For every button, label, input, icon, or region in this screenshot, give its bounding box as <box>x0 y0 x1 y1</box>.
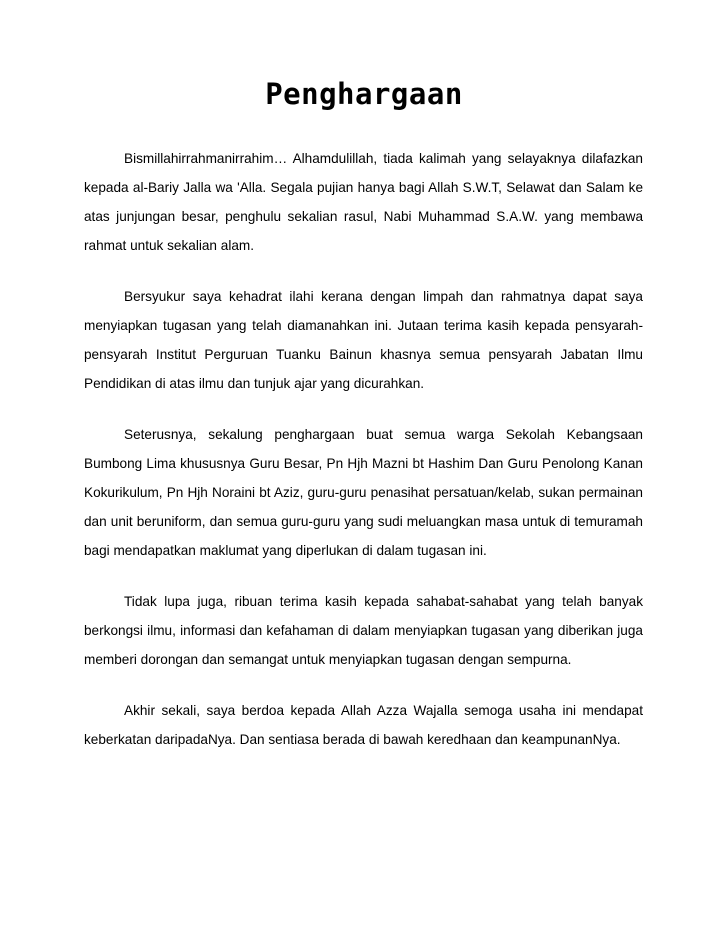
document-body <box>84 144 643 776</box>
paragraph-opening: Bismillahirrahmanirrahim… Alhamdulillah, tiada kalimah yang selayaknya dilafazkan kepada al-Bariy Jalla wa 'Alla. Segala pujian hanya bagi Allah S.W.T, Selawat dan Salam ke atas junjungan besar, penghulu sekalian rasul, Nabi Muhammad S.A.W. yang membawa rahmat untuk sekalian alam. <box>84 151 643 253</box>
page-title: Penghargaan <box>265 77 463 111</box>
paragraph-closing: Akhir sekali, saya berdoa kepada Allah Azza Wajalla semoga usaha ini mendapat keberkatan daripadaNya. Dan sentiasa berada di bawah keredhaan dan keampunanNya. <box>84 703 643 747</box>
paragraph-gratitude-friends: Tidak lupa juga, ribuan terima kasih kepada sahabat-sahabat yang telah banyak berkongsi ilmu, informasi dan kefahaman di dalam menyiapkan tugasan yang diberikan juga memberi dorongan dan semangat untuk menyiapkan tugasan dengan sempurna. <box>84 594 643 667</box>
paragraph-gratitude-school: Seterusnya, sekalung penghargaan buat semua warga Sekolah Kebangsaan Bumbong Lima khususnya Guru Besar, Pn Hjh Mazni bt Hashim Dan Guru Penolong Kanan Kokurikulum, Pn Hjh Noraini bt Aziz, guru-guru penasihat persatuan/kelab, sukan permainan dan unit beruniform, dan semua guru-guru yang sudi meluangkan masa untuk di temuramah bagi mendapatkan maklumat yang diperlukan di dalam tugasan ini. <box>84 427 643 558</box>
paragraph-gratitude-lecturers: Bersyukur saya kehadrat ilahi kerana dengan limpah dan rahmatnya dapat saya menyiapkan tugasan yang telah diamanahkan ini. Jutaan terima kasih kepada pensyarah-pensyarah Institut Perguruan Tuanku Bainun khasnya semua pensyarah Jabatan Ilmu Pendidikan di atas ilmu dan tunjuk ajar yang dicurahkan. <box>84 289 643 391</box>
